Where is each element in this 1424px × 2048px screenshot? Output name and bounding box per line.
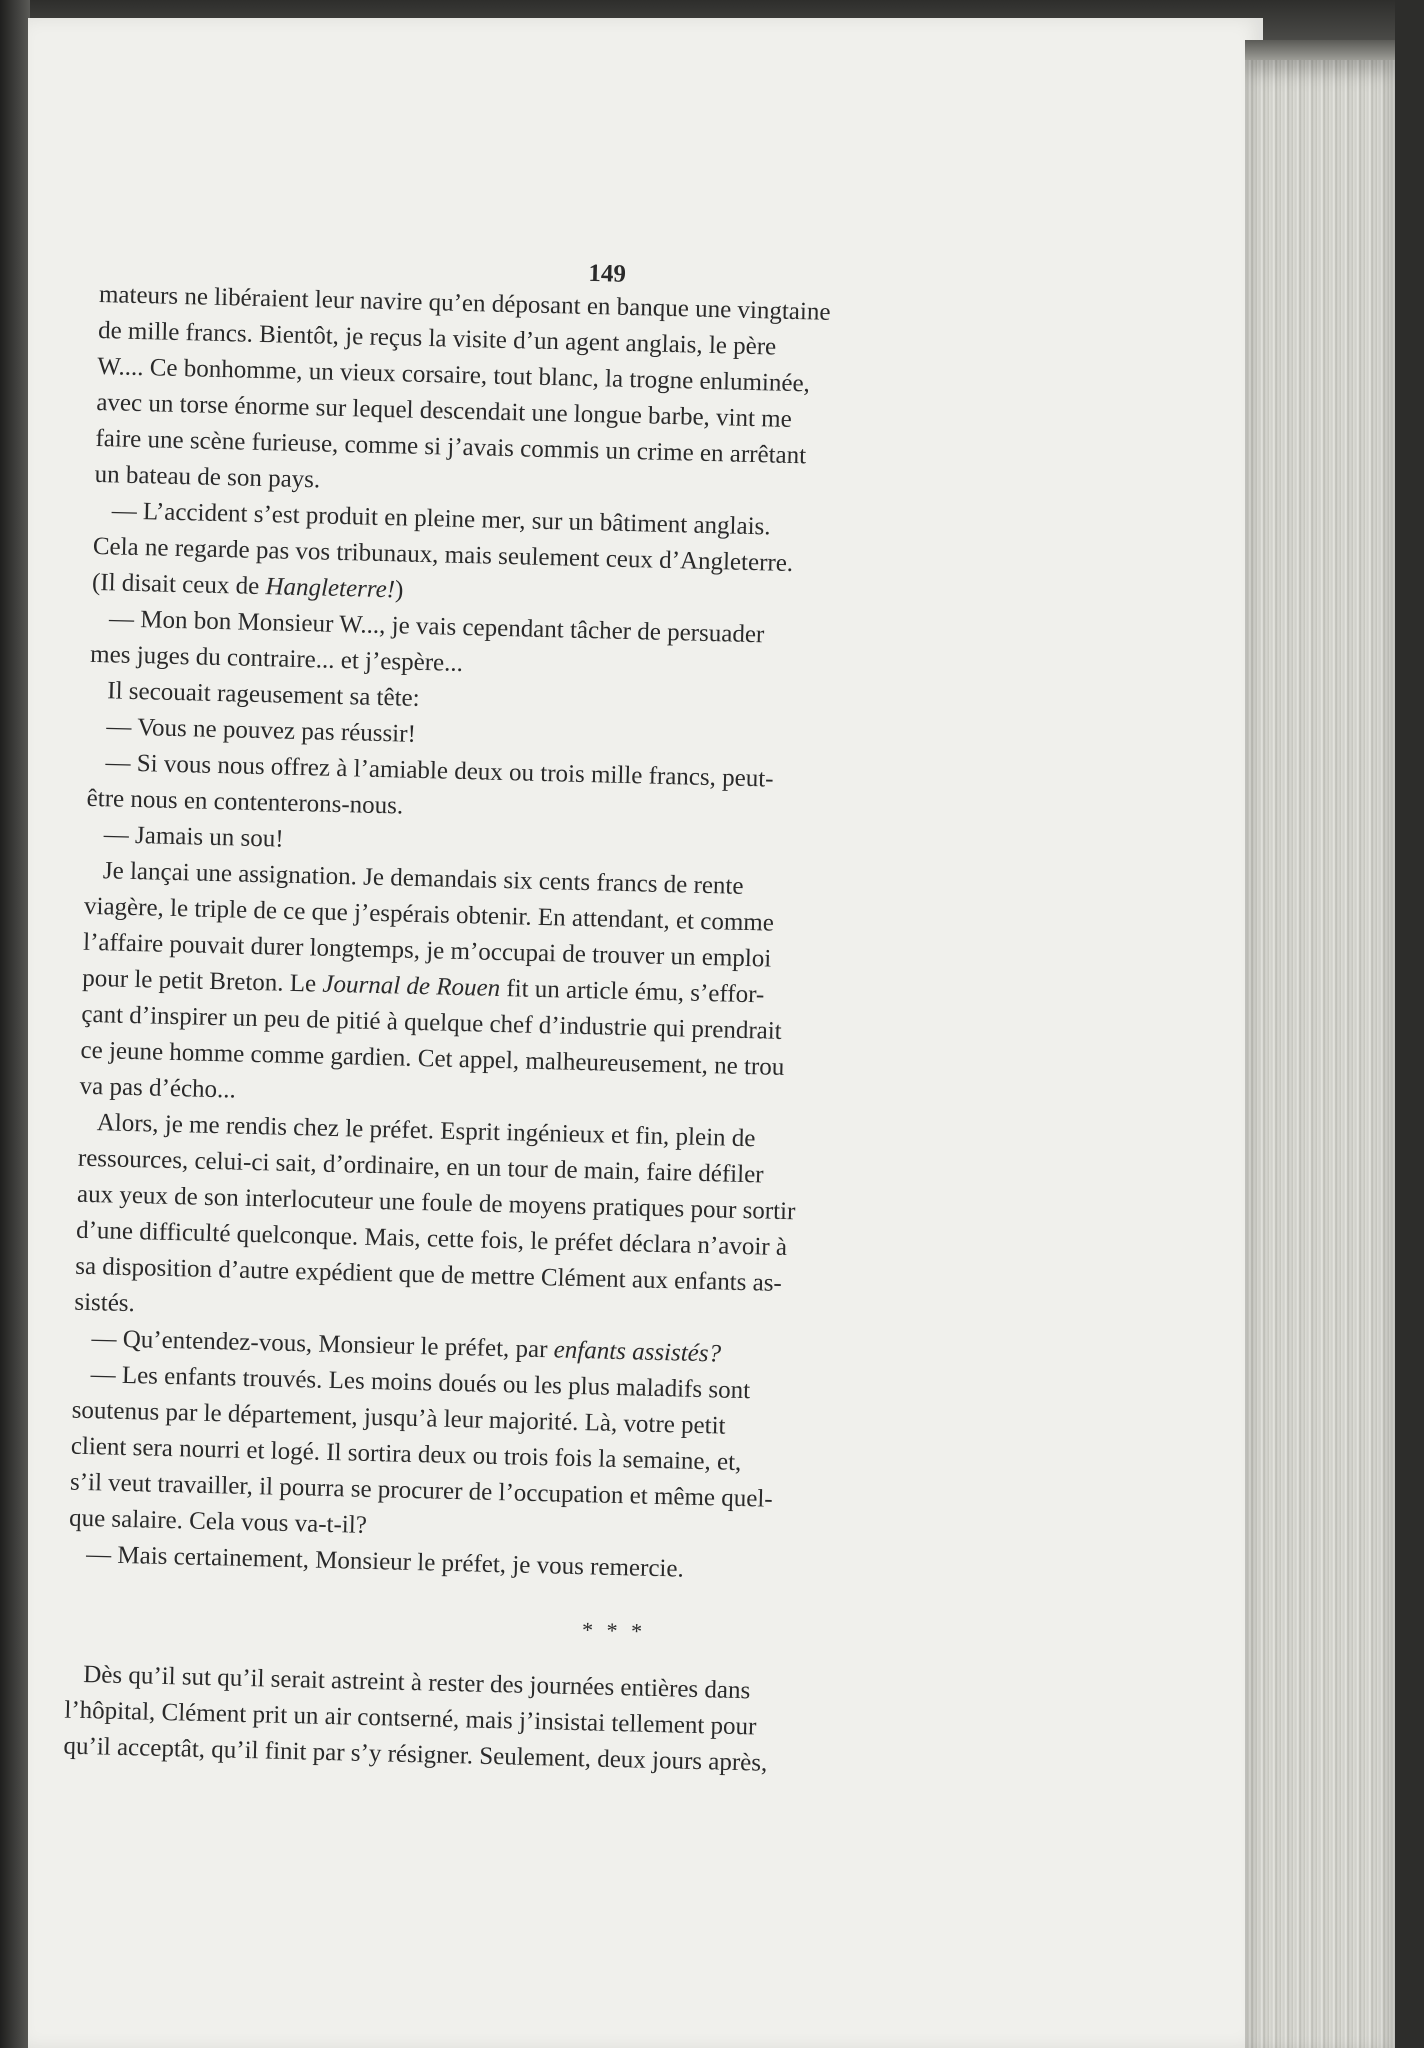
text-line: — L’accident s’est produit en pleine mer, sur un bâtiment anglais. bbox=[111, 497, 771, 541]
paragraph bbox=[74, 1105, 1024, 1344]
paragraph-1 bbox=[94, 277, 1044, 516]
text-run: pour le petit Breton. Le bbox=[81, 964, 323, 998]
text-line: l’hôpital, Clément prit un air contserné, mais j’insistai tellement pour bbox=[64, 1696, 757, 1741]
text-line: l’affaire pouvait durer longtemps, je m’occupai de trouver un emploi bbox=[82, 928, 772, 973]
text-line: — Si vous nous offrez à l’amiable deux ou trois mille francs, peut- bbox=[105, 749, 774, 793]
dialog-paragraph bbox=[69, 1357, 1018, 1560]
text-line: Dès qu’il sut qu’il serait astreint à rester des journées entières dans bbox=[82, 1661, 751, 1705]
text-line: ce jeune homme comme gardien. Cet appel, malheureusement, ne trou bbox=[80, 1036, 785, 1081]
text-line: qu’il acceptât, qu’il finit par s’y résigner. Seulement, deux jours après, bbox=[63, 1732, 768, 1777]
text-line: client sera nourri et logé. Il sortira deux ou trois fois la semaine, et, bbox=[70, 1432, 742, 1477]
text-line: avec un torse énorme sur lequel descendait une longue barbe, vint me bbox=[96, 388, 793, 433]
text-line: viagère, le triple de ce que j’espérais obtenir. En attendant, et comme bbox=[83, 892, 775, 937]
text-line: soutenus par le département, jusqu’à leur majorité. Là, votre petit bbox=[71, 1396, 726, 1440]
text-line: que salaire. Cela vous va-t-il? bbox=[68, 1504, 368, 1539]
text-line: aux yeux de son interlocuteur une foule de moyens pratiques pour sortir bbox=[76, 1180, 796, 1226]
text-run: ) bbox=[394, 576, 404, 604]
text-line: sa disposition d’autre expédient que de mettre Clément aux enfants as- bbox=[74, 1252, 783, 1297]
text-line: Je lançai une assignation. Je demandais six cents francs de rente bbox=[102, 857, 744, 900]
italic-text: Hangleterre! bbox=[265, 573, 396, 604]
page-text bbox=[63, 255, 1045, 1788]
text-line: — Les enfants trouvés. Les moins doués ou les plus maladifs sont bbox=[90, 1361, 751, 1405]
text-line: — Jamais un sou! bbox=[103, 821, 284, 853]
paragraph bbox=[63, 1657, 1010, 1788]
text-run: — Qu’entendez-vous, Monsieur le préfet, par bbox=[91, 1325, 555, 1364]
text-line: — Mais certainement, Monsieur le préfet, je vous remercie. bbox=[85, 1541, 685, 1583]
text-line: ressources, celui-ci sait, d’ordinaire, en un tour de main, faire défiler bbox=[77, 1144, 764, 1189]
paragraph bbox=[79, 853, 1030, 1128]
scan-background-left bbox=[0, 0, 30, 2048]
italic-text: Journal de Rouen bbox=[322, 970, 501, 1002]
page-number: 149 bbox=[588, 259, 627, 288]
text-line: W.... Ce bonhomme, un vieux corsaire, tout blanc, la trogne enluminée, bbox=[96, 352, 811, 398]
text-line: çant d’inspirer un peu de pitié à quelque chef d’industrie qui prendrait bbox=[81, 1000, 783, 1045]
text-line: Il secouait rageusement sa tête: bbox=[107, 677, 420, 712]
text-line: mateurs ne libéraient leur navire qu’en déposant en banque une vingtaine bbox=[98, 280, 831, 326]
text-line: s’il veut travailler, il pourra se procurer de l’occupation et même quel- bbox=[69, 1468, 774, 1513]
text-line: être nous en contenterons-nous. bbox=[86, 784, 404, 820]
text-line: — Mon bon Monsieur W..., je vais cependant tâcher de persuader bbox=[108, 605, 765, 649]
italic-text: enfants assistés? bbox=[553, 1336, 722, 1368]
text-line: de mille francs. Bientôt, je reçus la visite d’un agent anglais, le père bbox=[97, 316, 777, 361]
text-line: Alors, je me rendis chez le préfet. Esprit ingénieux et fin, plein de bbox=[96, 1109, 756, 1153]
text-line: mes juges du contraire... et j’espère... bbox=[89, 640, 464, 677]
section-break-asterism: * * * bbox=[581, 1617, 647, 1644]
text-line: Cela ne regarde pas vos tribunaux, mais seulement ceux d’Angleterre. bbox=[92, 532, 794, 578]
scan-background-right bbox=[1395, 0, 1424, 2048]
text-line: va pas d’écho... bbox=[79, 1072, 237, 1104]
text-line: sistés. bbox=[74, 1288, 136, 1318]
text-run: fit un article ému, s’effor- bbox=[499, 974, 765, 1009]
text-run: (Il disait ceux de bbox=[91, 568, 266, 601]
text-line: d’une difficulté quelconque. Mais, cette fois, le préfet déclara n’avoir à bbox=[75, 1216, 788, 1262]
text-line: — Vous ne pouvez pas réussir! bbox=[106, 713, 417, 748]
text-line: faire une scène furieuse, comme si j’avais commis un crime en arrêtant bbox=[95, 424, 807, 470]
text-line: un bateau de son pays. bbox=[94, 460, 321, 494]
page-stack-edges bbox=[1245, 60, 1395, 2048]
